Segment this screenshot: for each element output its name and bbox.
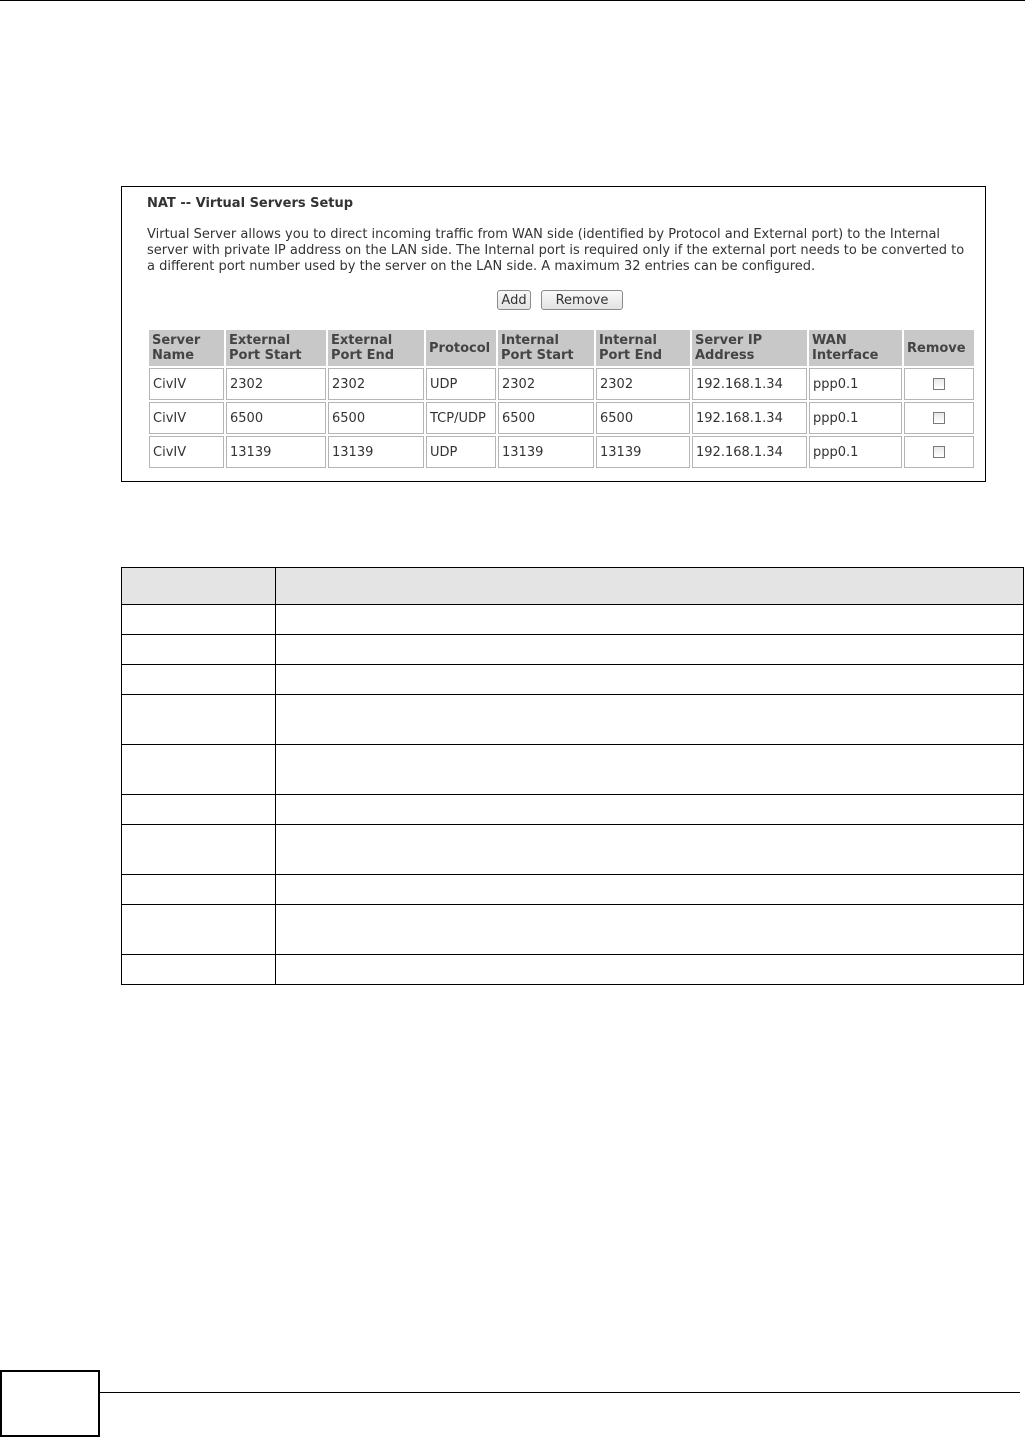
desc-text [276, 955, 1024, 985]
desc-label [122, 905, 276, 955]
virtual-servers-table [147, 328, 976, 470]
desc-label [122, 795, 276, 825]
desc-row [122, 605, 1024, 635]
desc-text [276, 605, 1024, 635]
cell-protocol: TCP/UDP [426, 402, 496, 434]
desc-text [276, 905, 1024, 955]
desc-text [276, 795, 1024, 825]
top-rule [0, 0, 1025, 1]
desc-label [122, 605, 276, 635]
cell-external-port-end: 6500 [328, 402, 424, 434]
table-row [149, 402, 974, 434]
table-row [149, 436, 974, 468]
header-internal-port-start: Internal Port Start [498, 330, 594, 366]
desc-label [122, 665, 276, 695]
desc-row [122, 905, 1024, 955]
field-description-table [121, 567, 1024, 985]
cell-server-ip: 192.168.1.34 [692, 368, 807, 400]
table-row [149, 368, 974, 400]
cell-internal-port-start: 2302 [498, 368, 594, 400]
cell-protocol: UDP [426, 436, 496, 468]
desc-label [122, 695, 276, 745]
header-external-port-end: External Port End [328, 330, 424, 366]
button-row [122, 290, 985, 312]
desc-text [276, 745, 1024, 795]
remove-checkbox[interactable] [933, 446, 945, 458]
desc-row [122, 635, 1024, 665]
desc-text [276, 695, 1024, 745]
header-external-port-start: External Port Start [226, 330, 326, 366]
remove-checkbox[interactable] [933, 412, 945, 424]
cell-internal-port-start: 13139 [498, 436, 594, 468]
desc-row [122, 875, 1024, 905]
cell-external-port-start: 6500 [226, 402, 326, 434]
cell-external-port-end: 2302 [328, 368, 424, 400]
desc-row [122, 795, 1024, 825]
add-button[interactable]: Add [497, 290, 531, 310]
cell-remove [904, 436, 974, 468]
cell-server-name: CivIV [149, 368, 224, 400]
desc-row [122, 665, 1024, 695]
desc-header-row [122, 568, 1024, 605]
cell-internal-port-start: 6500 [498, 402, 594, 434]
desc-text [276, 635, 1024, 665]
cell-server-name: CivIV [149, 436, 224, 468]
desc-label [122, 635, 276, 665]
header-protocol: Protocol [426, 330, 496, 366]
desc-header-description [276, 568, 1024, 605]
remove-checkbox[interactable] [933, 378, 945, 390]
cell-server-ip: 192.168.1.34 [692, 436, 807, 468]
header-wan-interface: WAN Interface [809, 330, 902, 366]
cell-external-port-end: 13139 [328, 436, 424, 468]
cell-wan-interface: ppp0.1 [809, 368, 902, 400]
cell-external-port-start: 2302 [226, 368, 326, 400]
desc-label [122, 745, 276, 795]
cell-internal-port-end: 13139 [596, 436, 690, 468]
desc-label [122, 875, 276, 905]
desc-text [276, 875, 1024, 905]
desc-row [122, 955, 1024, 985]
header-remove: Remove [904, 330, 974, 366]
header-internal-port-end: Internal Port End [596, 330, 690, 366]
header-server-name: Server Name [149, 330, 224, 366]
desc-header-label [122, 568, 276, 605]
cell-internal-port-end: 2302 [596, 368, 690, 400]
header-server-ip: Server IP Address [692, 330, 807, 366]
remove-button[interactable]: Remove [541, 290, 623, 310]
desc-text [276, 665, 1024, 695]
desc-text [276, 825, 1024, 875]
panel-description: Virtual Server allows you to direct incoming traffic from WAN side (identified by Protocol and External port) to the Internal server with private IP address on the LAN side. The Internal port is required only if the external port needs to be converted to a different port number used by the server on the LAN side. A maximum 32 entries can be configured. [147, 227, 965, 274]
table-header-row [149, 330, 974, 366]
cell-server-ip: 192.168.1.34 [692, 402, 807, 434]
panel-title: NAT -- Virtual Servers Setup [147, 196, 354, 211]
virtual-servers-panel [121, 186, 986, 482]
cell-external-port-start: 13139 [226, 436, 326, 468]
cell-remove [904, 368, 974, 400]
cell-server-name: CivIV [149, 402, 224, 434]
desc-row [122, 745, 1024, 795]
desc-label [122, 955, 276, 985]
cell-internal-port-end: 6500 [596, 402, 690, 434]
desc-row [122, 825, 1024, 875]
cell-remove [904, 402, 974, 434]
desc-label [122, 825, 276, 875]
desc-row [122, 695, 1024, 745]
cell-wan-interface: ppp0.1 [809, 436, 902, 468]
cell-wan-interface: ppp0.1 [809, 402, 902, 434]
page-number-box [0, 1370, 100, 1437]
cell-protocol: UDP [426, 368, 496, 400]
footer-rule [100, 1392, 1020, 1393]
